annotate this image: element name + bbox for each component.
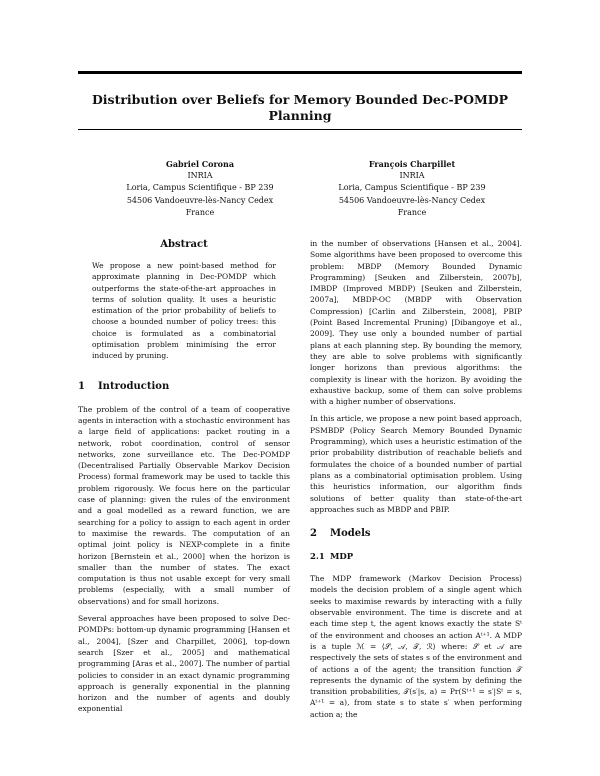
- paragraph: The problem of the control of a team of cooperative agents in interaction with a stochastic environment has a large field of applications: packet routing in a network, robot coordination, control of sensor networks, zone surveillance etc. The Dec-POMDP (Decentralised Partially Observable Markov Decision Process) formal framework may be used to tackle this problem rigorously. We focus here on the particular case of planning: given the rules of the environment and a goal modelled as a reward function, we are searching for a policy to assign to each agent in order to maximise the rewards. The computation of an optimal joint policy is NEXP-complete in a finite horizon [Bernstein et al., 2000] when the horizon is smaller than the number of states. The exact computation is thus not usable except for very small problems (especially, with a small number of observations) and for small horizons.: [78, 404, 290, 606]
- section-number: 2: [310, 528, 317, 540]
- author-affiliation: INRIA: [399, 171, 425, 181]
- author-address: Loria, Campus Scientifique - BP 239: [338, 183, 486, 193]
- author-address: 54506 Vandoeuvre-lès-Nancy Cedex: [126, 195, 274, 205]
- subsection-number: 2.1: [310, 552, 325, 563]
- section-heading-models: [310, 527, 522, 541]
- paragraph: In this article, we propose a new point based approach, PSMBDP (Policy Search Memory Bounded Dynamic Programming), which uses a heuristic estimation of the prior probability distribution of reachable beliefs and formulates the choice of a bounded number of partial plans as a combinatorial optimisation problem. Using this heuristics information, our algorithm finds solutions of better quality than state-of-the-art approaches such as MBDP and PBIP.: [310, 414, 522, 514]
- section-number: 1: [78, 380, 85, 392]
- author-block-1: [100, 158, 300, 219]
- author-block-2: [312, 158, 512, 219]
- top-rule: [78, 71, 522, 74]
- paper-title: Distribution over Beliefs for Memory Bounded Dec-POMDP Planning: [91, 92, 509, 123]
- title-rule: [78, 129, 522, 130]
- paragraph: The MDP framework (Markov Decision Process) models the decision problem of a single agent which seeks to maximise rewards by interacting with a fully observable environment. The time is discrete and at each time step t, the agent knows exactly the state Sᵗ of the environment and chooses an action Aᵗ⁺¹. A MDP is a tuple ℳ = ⟨𝒮, 𝒜, 𝒯, ℛ⟩ where: 𝒮 et 𝒜 are respectively the sets of states s of the environment and of actions a of the agent; the transition function 𝒯 represents the dynamic of the system by defining the transition probabilities, 𝒯(s′|s, a) = Pr(Sᵗ⁺¹ = s′|Sᵗ = s, Aᵗ⁺¹ = a), from state s to state s′ when performing action a; the: [310, 574, 522, 719]
- author-country: France: [397, 207, 427, 217]
- abstract-heading: Abstract: [160, 239, 208, 250]
- author-affiliation: INRIA: [187, 171, 213, 181]
- section-title: Models: [330, 528, 371, 540]
- author-name: Gabriel Corona: [165, 159, 235, 169]
- paragraph: in the number of observations [Hansen et al., 2004]. Some algorithms have been proposed to overcome this problem: MBDP (Memory Bounded Dynamic Programming) [Seuken and Zilberstein, 2007b], IMBDP (Improved MBDP) [Seuken and Zilberstein, 2007a], MBDP-OC (MBDP with Observation Compression) [Carlin and Zilberstein, 2008], PBIP (Point Based Incremental Pruning) [Dibangoye et al., 2009]. They use only a bounded number of partial plans at each planning step. By bounding the memory, they are able to solve problems with significantly longer horizons than previous algorithms: the complexity is linear with the horizon. By avoiding the exhaustive backup, some of them can solve problems with a higher number of observations.: [310, 239, 522, 407]
- abstract-text: We propose a new point-based method for approximate planning in Dec-POMDP which outperforms the state-of-the-art approaches in terms of solution quality. It uses a heuristic estimation of the prior probability of beliefs to choose a bounded number of policy trees: this choice is formulated as a combinatorial optimisation problem minimising the error induced by pruning.: [92, 261, 276, 361]
- section-title: Introduction: [98, 380, 170, 392]
- right-column: [310, 238, 522, 726]
- subsection-heading-mdp: [310, 551, 522, 563]
- author-address: Loria, Campus Scientifique - BP 239: [126, 183, 274, 193]
- paragraph: Several approaches have been proposed to solve Dec-POMDPs: bottom-up dynamic programming [Hansen et al., 2004], [Szer and Charpillet, 2006], top-down search [Szer et al., 2005] and mathematical programming [Aras et al., 2007]. The number of partial policies to consider in an exact dynamic programming approach is generally exponential in the planning horizon and the number of agents and doubly exponential: [78, 614, 290, 714]
- subsection-title: MDP: [330, 552, 354, 563]
- left-column: [78, 238, 290, 721]
- section-heading-introduction: [78, 380, 290, 394]
- author-name: François Charpillet: [368, 159, 456, 169]
- author-address: 54506 Vandoeuvre-lès-Nancy Cedex: [338, 195, 486, 205]
- author-country: France: [185, 207, 215, 217]
